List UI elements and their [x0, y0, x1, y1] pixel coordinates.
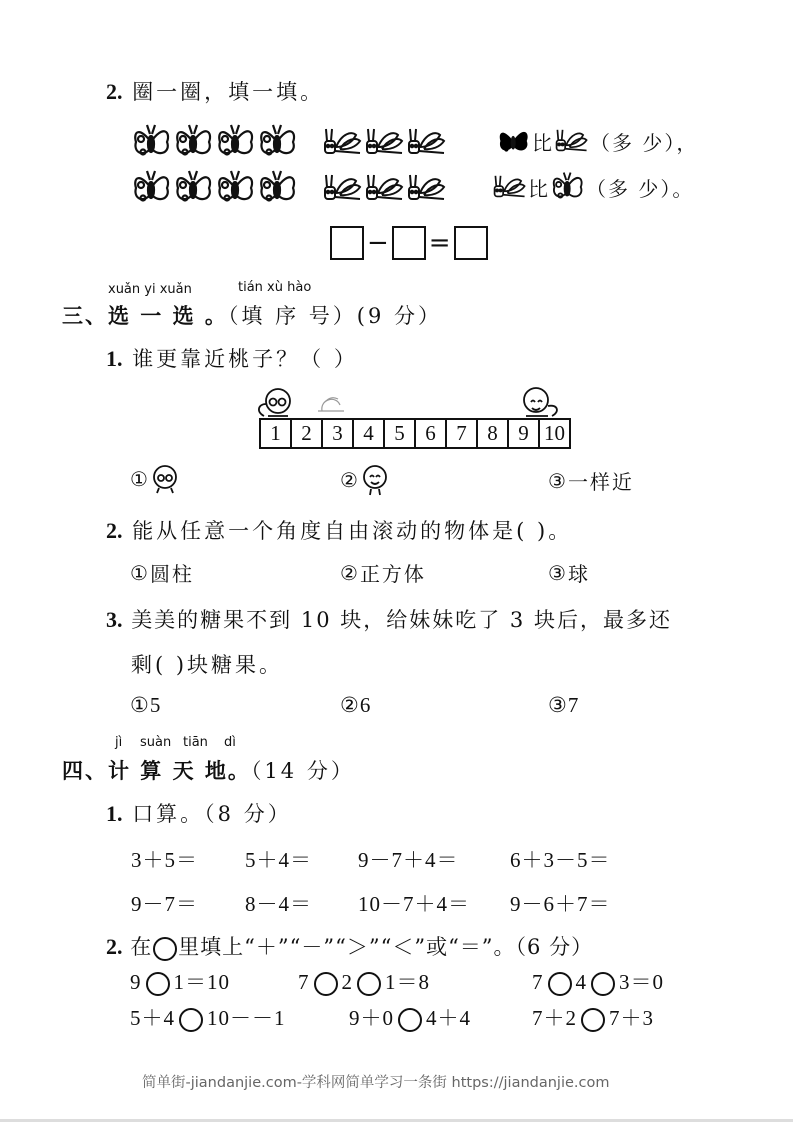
question-2-title: 2. 圈一圈，填一填。 [106, 79, 325, 104]
number-cell: 6 [416, 420, 447, 447]
dragonfly-icon [322, 125, 446, 159]
butterfly-icon [550, 170, 586, 204]
q3-option-2[interactable]: ② 6 [340, 693, 372, 717]
compare-sentence-row2: 比 （多 少）。 [492, 170, 694, 204]
section-4-heading: 四、计 算 天 地。（14 分） [62, 758, 355, 783]
mental-math-item[interactable]: 9－7＝ [131, 892, 198, 916]
q3-option-1[interactable]: ① 5 [130, 693, 162, 717]
number-cell: 2 [292, 420, 323, 447]
subtraction-equation: − = [330, 226, 488, 260]
answer-circle[interactable] [591, 972, 615, 996]
butterfly-icon [131, 168, 299, 208]
fill-circle-item: 5＋4 10－－1 [130, 1002, 286, 1032]
number-cell: 9 [509, 420, 540, 447]
section3-q1-text: 1. 谁更靠近桃子？（ ） [106, 346, 358, 371]
fill-circle-item: 7 2 1＝8 [298, 966, 430, 996]
pinyin-di: dì [224, 735, 236, 750]
number-cell: 7 [447, 420, 478, 447]
more-less-choice[interactable]: （多 少）。 [586, 176, 695, 201]
dragonfly-group-row1[interactable] [322, 125, 446, 159]
section3-q2-text: 2. 能从任意一个角度自由滚动的物体是( )。 [106, 518, 573, 543]
q1-option-3[interactable]: ③ 一样近 [548, 468, 634, 494]
answer-box-3[interactable] [454, 226, 488, 260]
dragonfly-icon [554, 126, 590, 156]
section3-q3-text-line1: 3. 美美的糖果不到 10 块，给妹妹吃了 3 块后，最多还 [106, 607, 672, 632]
fill-circle-item: 7 4 3＝0 [532, 966, 664, 996]
fill-circle-item: 7＋2 7＋3 [532, 1002, 654, 1032]
answer-circle[interactable] [179, 1008, 203, 1032]
answer-box-2[interactable] [392, 226, 426, 260]
q1-option-2[interactable]: ② [340, 464, 390, 496]
mental-math-item[interactable]: 9－6＋7＝ [510, 892, 611, 916]
compare-sentence-row1: 比 （多 少）， [496, 124, 698, 158]
answer-circle[interactable] [548, 972, 572, 996]
answer-circle[interactable] [314, 972, 338, 996]
q2-option-3[interactable]: ③ 球 [548, 560, 590, 586]
pinyin-ji: jì [115, 735, 123, 750]
peach-icon [316, 393, 346, 413]
answer-circle[interactable] [357, 972, 381, 996]
q3-option-3[interactable]: ③ 7 [548, 693, 580, 717]
monkey-right-icon [518, 386, 562, 420]
number-cell: 5 [385, 420, 416, 447]
q1-option-1[interactable]: ① [130, 464, 180, 494]
monkey-glasses-icon [150, 464, 180, 494]
fill-circle-item: 9 1＝10 [130, 966, 230, 996]
mental-math-item[interactable]: 5＋4＝ [245, 848, 312, 872]
number-cell: 8 [478, 420, 509, 447]
butterfly-icon [496, 124, 532, 158]
number-cell: 3 [323, 420, 354, 447]
monkey-smiling-icon [360, 464, 390, 496]
mental-math-item[interactable]: 8－4＝ [245, 892, 312, 916]
pinyin-xuan-yi-xuan: xuǎn yi xuǎn [108, 282, 192, 297]
section-3-heading: 三、选 一 选 。（填 序 号）(9 分） [62, 303, 443, 328]
section4-q2-title: 2. 在 里填上“＋”“－”“＞”“＜”或“＝”。（6 分） [106, 934, 594, 959]
pinyin-tian: tiān [183, 735, 208, 750]
number-cell: 4 [354, 420, 385, 447]
more-less-choice[interactable]: （多 少）， [590, 130, 699, 155]
dragonfly-icon [492, 172, 528, 202]
circle-icon [153, 937, 177, 961]
q2-option-1[interactable]: ① 圆柱 [130, 560, 194, 586]
mental-math-item[interactable]: 10－7＋4＝ [358, 892, 470, 916]
answer-circle[interactable] [146, 972, 170, 996]
fill-circle-item: 9＋0 4＋4 [349, 1002, 471, 1032]
section4-q1-title: 1. 口算。（8 分） [106, 801, 292, 826]
section3-q3-text-line2: 剩( )块糖果。 [131, 653, 284, 677]
dragonfly-group-row2[interactable] [322, 171, 446, 205]
footer-watermark: 简单街-jiandanjie.com-学科网简单学习一条街 https://jiandanjie.com [142, 1075, 610, 1091]
answer-box-1[interactable] [330, 226, 364, 260]
mental-math-item[interactable]: 6＋3－5＝ [510, 848, 611, 872]
butterfly-icon [131, 122, 299, 162]
number-line [259, 418, 571, 449]
monkey-left-icon [254, 386, 300, 420]
number-cell: 1 [261, 420, 292, 447]
mental-math-item[interactable]: 3＋5＝ [131, 848, 198, 872]
pinyin-tian-xu-hao: tián xù hào [238, 280, 312, 295]
butterfly-group-row1[interactable] [131, 122, 299, 162]
answer-circle[interactable] [398, 1008, 422, 1032]
number-cell: 10 [540, 420, 571, 447]
q2-option-2[interactable]: ② 正方体 [340, 560, 426, 586]
butterfly-group-row2[interactable] [131, 168, 299, 208]
answer-circle[interactable] [581, 1008, 605, 1032]
pinyin-suan: suàn [140, 735, 172, 750]
mental-math-item[interactable]: 9－7＋4＝ [358, 848, 459, 872]
dragonfly-icon [322, 171, 446, 205]
